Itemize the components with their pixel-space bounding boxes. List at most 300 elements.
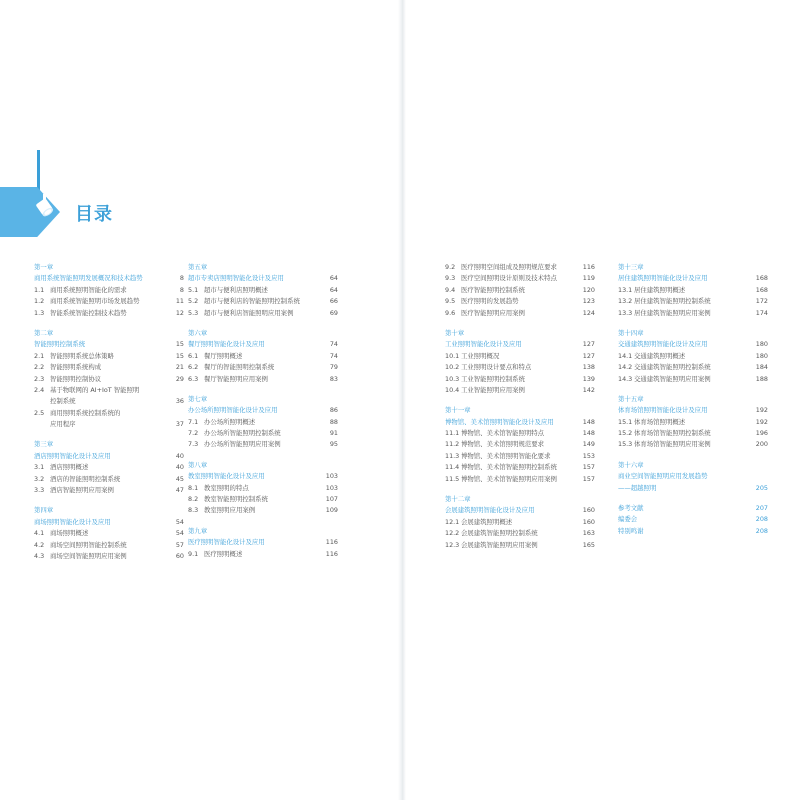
page-number: 172 bbox=[755, 297, 768, 306]
chapter-title: 智能照明控制系统 bbox=[34, 340, 86, 349]
toc-entry bbox=[34, 551, 184, 562]
toc-entry bbox=[188, 417, 338, 428]
section-title: 商用照明系统控制系统的 bbox=[50, 408, 121, 417]
chapter-label bbox=[618, 328, 768, 339]
chapter-number: 第十三章 bbox=[618, 263, 644, 271]
page-number: 103 bbox=[325, 483, 338, 492]
section-title: 博物馆、美术馆智能照明应用案例 bbox=[461, 474, 557, 483]
chapter-title-row bbox=[618, 471, 768, 482]
toc-entry bbox=[445, 374, 595, 385]
section-title: 教室照明的特点 bbox=[204, 483, 249, 492]
toc-entry bbox=[188, 505, 338, 516]
toc-entry bbox=[618, 439, 768, 450]
section-title: 交通建筑智能照明控制系统 bbox=[634, 363, 711, 372]
page-number: 192 bbox=[755, 417, 768, 426]
toc-entry bbox=[34, 474, 184, 485]
section-title: 工业照明设计要点和特点 bbox=[461, 363, 532, 372]
section-number: 12.2 bbox=[445, 529, 460, 538]
page-number: 54 bbox=[175, 517, 184, 526]
toc-entry bbox=[618, 428, 768, 439]
toc-entry bbox=[445, 385, 595, 396]
section-number: 8.1 bbox=[188, 483, 199, 492]
section-title: 教室智能照明控制系统 bbox=[204, 495, 268, 504]
chapter-title-row bbox=[618, 273, 768, 284]
chapter-label bbox=[618, 262, 768, 273]
page-number: 205 bbox=[755, 483, 768, 492]
page-number: 127 bbox=[582, 351, 595, 360]
toc-section bbox=[188, 460, 338, 517]
page-number: 69 bbox=[329, 308, 338, 317]
toc-entry bbox=[618, 296, 768, 307]
toc-entry bbox=[34, 540, 184, 551]
toc-section bbox=[618, 460, 768, 494]
toc-entry bbox=[445, 439, 595, 450]
toc-entry bbox=[188, 308, 338, 319]
page-number: 91 bbox=[329, 429, 338, 438]
chapter-title-row bbox=[445, 505, 595, 516]
chapter-label bbox=[188, 526, 338, 537]
toc-section bbox=[618, 262, 768, 319]
toc-entry bbox=[188, 428, 338, 439]
section-title: 酒店智能照明应用案例 bbox=[50, 486, 114, 495]
page-number: 29 bbox=[175, 374, 184, 383]
section-title: 餐厅照明概述 bbox=[204, 351, 243, 360]
section-title: 博物馆、美术馆照明智能化要求 bbox=[461, 451, 551, 460]
section-title: 体育场馆智能照明应用案例 bbox=[634, 440, 711, 449]
page-number: 157 bbox=[582, 474, 595, 483]
toc-entry bbox=[188, 494, 338, 505]
section-title: 医疗照明的发展趋势 bbox=[461, 297, 519, 306]
section-number: 4.1 bbox=[34, 529, 45, 538]
section-number: 9.1 bbox=[188, 549, 199, 558]
chapter-title-row bbox=[188, 273, 338, 284]
section-number: 2.1 bbox=[34, 351, 45, 360]
page-number: 103 bbox=[325, 472, 338, 481]
section-title: 医疗智能照明控制系统 bbox=[461, 285, 525, 294]
section-number: 15.3 bbox=[618, 440, 633, 449]
page-number: 74 bbox=[329, 340, 338, 349]
toc-section bbox=[445, 494, 595, 551]
toc-entry bbox=[34, 408, 184, 419]
page-number: 8 bbox=[179, 274, 184, 283]
section-title: 控制系统 bbox=[50, 397, 76, 406]
toc-entry bbox=[445, 517, 595, 528]
page-number: 184 bbox=[755, 363, 768, 372]
toc-entry bbox=[188, 296, 338, 307]
section-title: 交通建筑智能照明应用案例 bbox=[634, 374, 711, 383]
page-number: 153 bbox=[582, 451, 595, 460]
section-title: 医疗照明空间组成及照明规范要求 bbox=[461, 263, 557, 271]
page-number: 174 bbox=[755, 308, 768, 317]
page-number: 165 bbox=[582, 540, 595, 549]
toc-entry bbox=[618, 514, 768, 525]
toc-entry bbox=[34, 374, 184, 385]
chapter-title-row bbox=[34, 339, 184, 350]
section-title: 商用系统照明智能化的需求 bbox=[50, 285, 127, 294]
page-number: 180 bbox=[755, 351, 768, 360]
section-number: 3.2 bbox=[34, 474, 45, 483]
section-title: 办公场所智能照明控制系统 bbox=[204, 429, 281, 438]
section-number: 9.6 bbox=[445, 308, 456, 317]
section-title: 应用程序 bbox=[50, 420, 76, 429]
chapter-label bbox=[34, 328, 184, 339]
chapter-title: 商场照明智能化设计及应用 bbox=[34, 517, 111, 526]
chapter-number: 第一章 bbox=[34, 263, 54, 271]
page-number: 200 bbox=[755, 440, 768, 449]
section-number: 7.1 bbox=[188, 417, 199, 426]
section-number: 11.1 bbox=[445, 429, 460, 438]
section-number: 9.4 bbox=[445, 285, 456, 294]
page-number: 142 bbox=[582, 385, 595, 394]
section-number: 8.2 bbox=[188, 495, 199, 504]
toc-entry bbox=[445, 308, 595, 319]
section-title: 体育场馆照明概述 bbox=[634, 417, 686, 426]
toc-entry bbox=[34, 296, 184, 307]
toc-entry bbox=[445, 362, 595, 373]
toc-column-1 bbox=[34, 262, 184, 571]
section-title: 商用系统智能照明市场发展趋势 bbox=[50, 297, 140, 306]
toc-entry bbox=[34, 419, 184, 430]
toc-section bbox=[618, 394, 768, 451]
section-title: 会展建筑智能照明应用案例 bbox=[461, 540, 538, 549]
page-number: 207 bbox=[755, 504, 768, 513]
page-number: 15 bbox=[175, 340, 184, 349]
toc-section bbox=[34, 262, 184, 319]
section-title: 博物馆、美术馆智能照明特点 bbox=[461, 429, 545, 438]
page-number: 107 bbox=[325, 495, 338, 504]
chapter-label bbox=[188, 460, 338, 471]
toc-section bbox=[445, 405, 595, 485]
section-title: 会展建筑照明概述 bbox=[461, 517, 513, 526]
section-number: 4.2 bbox=[34, 540, 45, 549]
chapter-number: 第十五章 bbox=[618, 394, 644, 403]
page-number: 37 bbox=[175, 420, 184, 429]
section-title: 博物馆、美术馆智能照明控制系统 bbox=[461, 463, 557, 472]
page-number: 57 bbox=[175, 540, 184, 549]
toc-entry bbox=[445, 428, 595, 439]
toc-entry bbox=[445, 528, 595, 539]
toc-entry bbox=[188, 285, 338, 296]
chapter-label bbox=[445, 328, 595, 339]
section-number: 2.3 bbox=[34, 374, 45, 383]
section-number: 13.3 bbox=[618, 308, 633, 317]
section-title: 医疗智能照明应用案例 bbox=[461, 308, 525, 317]
chapter-title-row bbox=[188, 537, 338, 548]
section-title: 办公场所照明概述 bbox=[204, 417, 256, 426]
toc-entry bbox=[618, 526, 768, 537]
toc-section bbox=[34, 328, 184, 431]
page-number: 149 bbox=[582, 440, 595, 449]
page-number: 148 bbox=[582, 429, 595, 438]
page-number: 163 bbox=[582, 529, 595, 538]
page-number: 88 bbox=[329, 417, 338, 426]
section-number: 11.2 bbox=[445, 440, 460, 449]
chapter-title: 办公场所照明智能化设计及应用 bbox=[188, 406, 278, 415]
toc-entry bbox=[188, 439, 338, 450]
chapter-title: 教室照明智能化设计及应用 bbox=[188, 472, 265, 481]
section-number: 1.2 bbox=[34, 297, 45, 306]
section-title: 商场空间智能照明应用案例 bbox=[50, 551, 127, 560]
section-number: 10.3 bbox=[445, 374, 460, 383]
toc-section bbox=[188, 328, 338, 385]
chapter-number: 第六章 bbox=[188, 328, 208, 337]
toc-entry bbox=[445, 451, 595, 462]
chapter-title: 工业照明智能化设计及应用 bbox=[445, 340, 522, 349]
section-title: 医疗照明概述 bbox=[204, 549, 243, 558]
section-number: 9.3 bbox=[445, 274, 456, 283]
chapter-number: 第七章 bbox=[188, 394, 208, 403]
section-title: 商场空间照明智能控制系统 bbox=[50, 540, 127, 549]
section-title: 基于物联网的 AI+IoT 智能照明 bbox=[50, 385, 140, 394]
toc-entry bbox=[34, 285, 184, 296]
section-title: 居住建筑智能照明控制系统 bbox=[634, 297, 711, 306]
chapter-title-row bbox=[618, 339, 768, 350]
section-number: 13.2 bbox=[618, 297, 633, 306]
section-number: 3.3 bbox=[34, 486, 45, 495]
toc-column-3 bbox=[445, 262, 595, 560]
chapter-label bbox=[618, 394, 768, 405]
section-title: 超市与便利店照明概述 bbox=[204, 285, 268, 294]
section-number: 2.4 bbox=[34, 385, 45, 394]
chapter-title: 超市专卖店照明智能化设计及应用 bbox=[188, 274, 284, 283]
section-title: 智能照明系统总体策略 bbox=[50, 351, 114, 360]
section-title: 工业智能照明应用案例 bbox=[461, 385, 525, 394]
section-number: 1.3 bbox=[34, 308, 45, 317]
chapter-title: 交通建筑照明智能化设计及应用 bbox=[618, 340, 708, 349]
section-number: 11.5 bbox=[445, 474, 460, 483]
page-number: 45 bbox=[175, 474, 184, 483]
page-number: 116 bbox=[325, 538, 338, 547]
chapter-number: 第五章 bbox=[188, 263, 208, 271]
toc-entry bbox=[445, 285, 595, 296]
chapter-title-row bbox=[445, 417, 595, 428]
page-number: 127 bbox=[582, 340, 595, 349]
chapter-title-row bbox=[188, 471, 338, 482]
section-title: 工业智能照明控制系统 bbox=[461, 374, 525, 383]
section-number: 5.3 bbox=[188, 308, 199, 317]
page-number: 64 bbox=[329, 274, 338, 283]
section-title: 智能系统智能控制技术趋势 bbox=[50, 308, 127, 317]
page-number: 120 bbox=[582, 285, 595, 294]
toc-entry bbox=[445, 462, 595, 473]
section-number: 10.2 bbox=[445, 363, 460, 372]
chapter-label bbox=[188, 328, 338, 339]
section-title: 博物馆、美术馆照明规范要求 bbox=[461, 440, 545, 449]
section-title: ——超越照明 bbox=[618, 483, 657, 492]
page-number: 60 bbox=[175, 551, 184, 560]
toc-entry bbox=[188, 351, 338, 362]
book-gutter bbox=[398, 0, 406, 800]
toc-entry bbox=[618, 374, 768, 385]
page-number: 116 bbox=[325, 549, 338, 558]
section-number: 6.2 bbox=[188, 363, 199, 372]
page-number: 208 bbox=[755, 526, 768, 535]
page-number: 180 bbox=[755, 340, 768, 349]
toc-entry bbox=[445, 351, 595, 362]
toc-section bbox=[618, 503, 768, 537]
chapter-title-row bbox=[618, 405, 768, 416]
toc-section bbox=[34, 505, 184, 562]
page-number: 119 bbox=[582, 274, 595, 283]
section-title: 智能照明控制协议 bbox=[50, 374, 102, 383]
page-number: 54 bbox=[175, 529, 184, 538]
toc-entry bbox=[34, 362, 184, 373]
page-number: 192 bbox=[755, 406, 768, 415]
chapter-label bbox=[34, 262, 184, 273]
chapter-title: 博物馆、美术馆照明智能化设计及应用 bbox=[445, 417, 554, 426]
section-number: 8.3 bbox=[188, 506, 199, 515]
chapter-number: 第十四章 bbox=[618, 328, 644, 337]
chapter-title: 商用系统智能照明发展概况和技术趋势 bbox=[34, 274, 143, 283]
page-number: 11 bbox=[175, 297, 184, 306]
chapter-number: 第九章 bbox=[188, 526, 208, 535]
section-number: 5.2 bbox=[188, 297, 199, 306]
toc-section bbox=[445, 262, 595, 319]
section-number: 15.1 bbox=[618, 417, 633, 426]
chapter-number: 第十二章 bbox=[445, 495, 471, 504]
page-number: 47 bbox=[175, 486, 184, 495]
page-number: 139 bbox=[582, 374, 595, 383]
section-number: 9.5 bbox=[445, 297, 456, 306]
chapter-title-row bbox=[34, 273, 184, 284]
toc-entry bbox=[618, 285, 768, 296]
toc-column-4 bbox=[618, 262, 768, 546]
toc-entry bbox=[618, 417, 768, 428]
section-title: 会展建筑智能照明控制系统 bbox=[461, 529, 538, 538]
page-number: 208 bbox=[755, 515, 768, 524]
toc-entry bbox=[618, 483, 768, 494]
section-number: 3.1 bbox=[34, 463, 45, 472]
section-title: 酒店的智能照明控制系统 bbox=[50, 474, 121, 483]
section-title: 餐厅的智能照明控制系统 bbox=[204, 363, 275, 372]
page-number: 40 bbox=[175, 451, 184, 460]
page-number: 116 bbox=[582, 263, 595, 271]
section-number: 1.1 bbox=[34, 285, 45, 294]
toc-entry bbox=[445, 474, 595, 485]
chapter-label bbox=[445, 494, 595, 505]
chapter-title: 体育场馆照明智能化设计及应用 bbox=[618, 406, 708, 415]
toc-entry bbox=[188, 483, 338, 494]
section-number: 13.1 bbox=[618, 285, 633, 294]
toc-section bbox=[188, 262, 338, 319]
section-title: 参考文献 bbox=[618, 504, 644, 513]
chapter-title-row bbox=[445, 339, 595, 350]
toc-entry bbox=[618, 503, 768, 514]
chapter-number: 第十一章 bbox=[445, 406, 471, 415]
chapter-title: 酒店照明智能化设计及应用 bbox=[34, 451, 111, 460]
section-title: 超市与便利店的智能照明控制系统 bbox=[204, 297, 300, 306]
page-number: 168 bbox=[755, 274, 768, 283]
toc-entry bbox=[34, 351, 184, 362]
section-title: 教室照明应用案例 bbox=[204, 506, 256, 515]
page-number: 36 bbox=[175, 397, 184, 406]
toc-section bbox=[34, 439, 184, 496]
page-number: 95 bbox=[329, 440, 338, 449]
chapter-label bbox=[34, 505, 184, 516]
toc-entry bbox=[445, 262, 595, 273]
page-number: 109 bbox=[325, 506, 338, 515]
section-number: 14.2 bbox=[618, 363, 633, 372]
chapter-title-row bbox=[188, 339, 338, 350]
chapter-label bbox=[618, 460, 768, 471]
chapter-number: 第八章 bbox=[188, 460, 208, 469]
section-title: 办公场所智能照明应用案例 bbox=[204, 440, 281, 449]
section-number: 10.1 bbox=[445, 351, 460, 360]
page-title: 目录 bbox=[75, 204, 113, 225]
toc-entry bbox=[34, 528, 184, 539]
section-title: 餐厅智能照明应用案例 bbox=[204, 374, 268, 383]
chapter-title: 会展建筑照明智能化设计及应用 bbox=[445, 506, 535, 515]
section-number: 7.3 bbox=[188, 440, 199, 449]
section-number: 7.2 bbox=[188, 429, 199, 438]
page-number: 124 bbox=[582, 308, 595, 317]
page-number: 168 bbox=[755, 285, 768, 294]
spotlight-icon bbox=[34, 194, 56, 218]
section-number: 2.2 bbox=[34, 363, 45, 372]
section-title: 特别鸣谢 bbox=[618, 526, 644, 535]
chapter-number: 第十章 bbox=[445, 328, 465, 337]
chapter-number: 第十六章 bbox=[618, 460, 644, 469]
page-number: 74 bbox=[329, 351, 338, 360]
chapter-label bbox=[188, 394, 338, 405]
page-number: 160 bbox=[582, 517, 595, 526]
section-number: 2.5 bbox=[34, 408, 45, 417]
section-number: 6.1 bbox=[188, 351, 199, 360]
section-number: 14.1 bbox=[618, 351, 633, 360]
page-number: 40 bbox=[175, 463, 184, 472]
page-number: 66 bbox=[329, 297, 338, 306]
section-number: 15.2 bbox=[618, 429, 633, 438]
toc-entry bbox=[34, 385, 184, 396]
chapter-label bbox=[34, 439, 184, 450]
toc-section bbox=[188, 526, 338, 560]
section-number: 12.1 bbox=[445, 517, 460, 526]
page-number: 8 bbox=[179, 285, 184, 294]
section-number: 11.3 bbox=[445, 451, 460, 460]
section-title: 工业照明概况 bbox=[461, 351, 500, 360]
toc-entry bbox=[188, 362, 338, 373]
toc-section bbox=[445, 328, 595, 396]
chapter-number: 第二章 bbox=[34, 328, 54, 337]
chapter-title-row bbox=[34, 451, 184, 462]
section-number: 12.3 bbox=[445, 540, 460, 549]
section-title: 交通建筑照明概述 bbox=[634, 351, 686, 360]
section-number: 4.3 bbox=[34, 551, 45, 560]
page-number: 196 bbox=[755, 429, 768, 438]
page-number: 86 bbox=[329, 406, 338, 415]
toc-entry bbox=[618, 351, 768, 362]
toc-section bbox=[618, 328, 768, 385]
chapter-title: 医疗照明智能化设计及应用 bbox=[188, 538, 265, 547]
section-title: 居住建筑智能照明应用案例 bbox=[634, 308, 711, 317]
section-title: 居住建筑照明概述 bbox=[634, 285, 686, 294]
toc-column-2 bbox=[188, 262, 338, 569]
chapter-label bbox=[445, 405, 595, 416]
chapter-label bbox=[188, 262, 338, 273]
section-title: 编委会 bbox=[618, 515, 638, 524]
section-number: 10.4 bbox=[445, 385, 460, 394]
page-number: 123 bbox=[582, 297, 595, 306]
section-title: 商场照明概述 bbox=[50, 529, 89, 538]
chapter-title-row bbox=[34, 517, 184, 528]
section-number: 14.3 bbox=[618, 374, 633, 383]
section-number: 6.3 bbox=[188, 374, 199, 383]
page-number: 83 bbox=[329, 374, 338, 383]
chapter-title: 商业空间智能照明应用发展趋势 bbox=[618, 472, 708, 481]
page-number: 148 bbox=[582, 417, 595, 426]
page-number: 157 bbox=[582, 463, 595, 472]
section-title: 超市与便利店智能照明应用案例 bbox=[204, 308, 294, 317]
